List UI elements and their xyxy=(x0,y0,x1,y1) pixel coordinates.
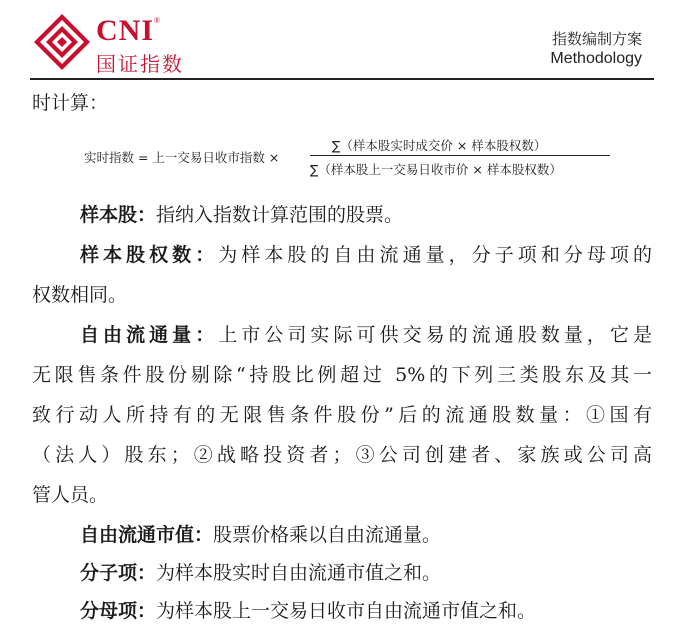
formula-denominator: ∑（样本股上一交易日收市价 × 样本股权数） xyxy=(310,162,562,177)
definition-free-float-cont: （法人）股东；②战略投资者；③公司创建者、家族或公司高 xyxy=(32,444,652,466)
header-divider xyxy=(30,78,654,80)
doc-title-cn: 指数编制方案 xyxy=(551,30,642,48)
definition-free-float-cont: 无限售条件股份剔除“持股比例超过 5%的下列三类股东及其一 xyxy=(32,364,652,386)
definition-text: 为样本股的自由流通量，分子项和分母项的 xyxy=(218,244,652,266)
brand-logotype: CNI® xyxy=(96,14,162,47)
definition-weight-cont: 权数相同。 xyxy=(32,284,128,306)
formula-numerator: ∑（样本股实时成交价 × 样本股权数） xyxy=(332,138,547,153)
definition-free-float-cont: 管人员。 xyxy=(32,484,109,506)
definition-free-float-cont: 致行动人所持有的无限售条件股份”后的流通股数量：①国有 xyxy=(32,404,652,426)
registered-mark: ® xyxy=(154,16,162,25)
doc-title-en: Methodology xyxy=(550,50,642,67)
definition-text: 上市公司实际可供交易的流通股数量，它是 xyxy=(218,324,652,346)
term-label: 分子项： xyxy=(80,562,157,584)
definition-text: 为样本股实时自由流通市值之和。 xyxy=(156,562,442,584)
lead-text: 时计算： xyxy=(32,92,109,114)
definition-text: 为样本股上一交易日收市自由流通市值之和。 xyxy=(156,600,537,622)
term-label: 自由流通量： xyxy=(80,324,219,346)
term-label: 自由流通市值： xyxy=(80,524,214,546)
definition-denominator xyxy=(32,596,684,623)
term-label: 样本股权数： xyxy=(80,244,219,266)
definition-sample-stock xyxy=(32,200,684,227)
cni-logo-icon xyxy=(32,12,92,72)
definition-weight xyxy=(32,240,652,267)
fraction-bar xyxy=(310,155,610,156)
definition-free-float-cap xyxy=(32,520,684,547)
definition-text: 股票价格乘以自由流通量。 xyxy=(213,524,442,546)
term-label: 分母项： xyxy=(80,600,157,622)
term-label: 样本股： xyxy=(80,204,157,226)
definition-text: 指纳入指数计算范围的股票。 xyxy=(156,204,404,226)
brand-subtitle: 国证指数 xyxy=(96,52,184,76)
definition-numerator xyxy=(32,558,684,585)
definition-free-float xyxy=(32,320,652,347)
formula-lhs: 实时指数 = 上一交易日收市指数 × xyxy=(84,150,280,165)
